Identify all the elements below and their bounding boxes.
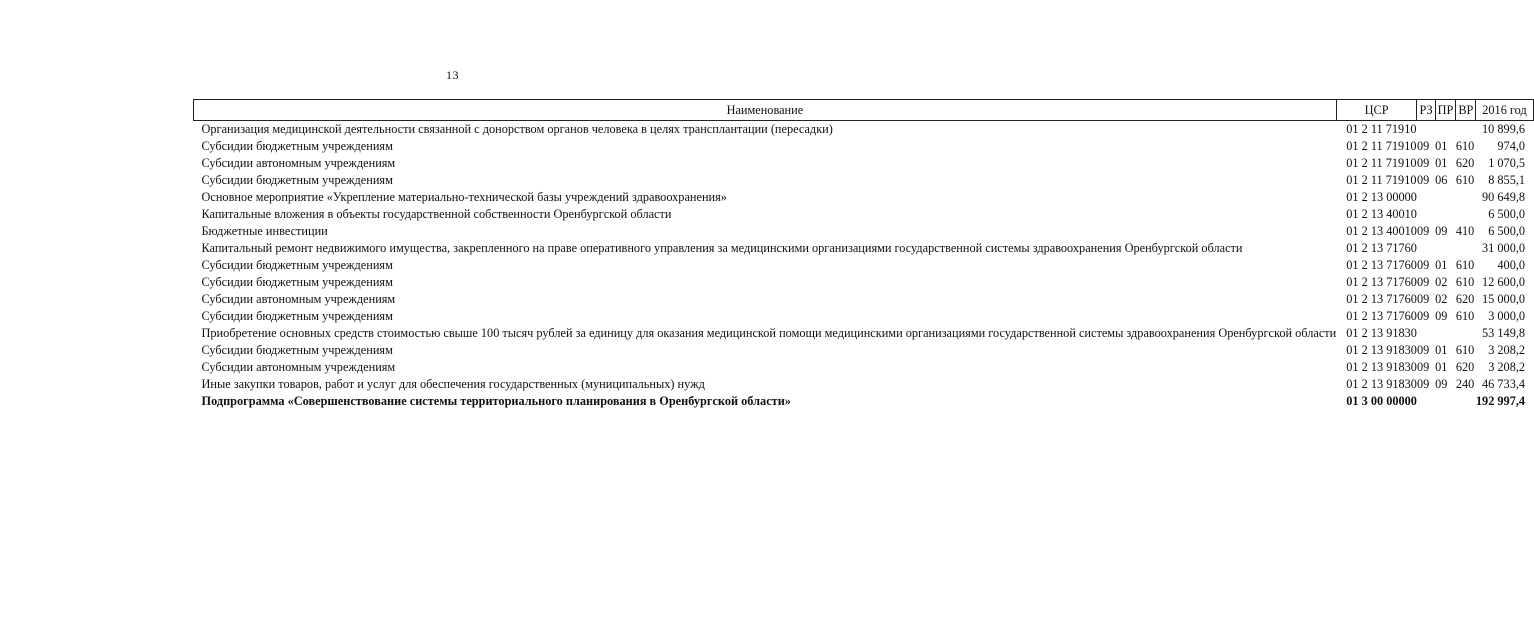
table-row xyxy=(194,308,1534,325)
row-pr-cell: 09 xyxy=(1435,377,1448,391)
row-pr-cell xyxy=(1435,325,1456,342)
row-rz-cell xyxy=(1417,393,1435,410)
row-year-cell: 10 899,6 xyxy=(1482,122,1526,136)
table-body xyxy=(194,121,1534,411)
row-pr-cell xyxy=(1435,121,1456,139)
row-pr-cell: 01 xyxy=(1435,139,1448,153)
row-pr-cell xyxy=(1435,393,1456,410)
row-rz-cell xyxy=(1417,325,1435,342)
row-csr-cell: 01 2 11 71910 xyxy=(1346,156,1417,170)
header-csr: ЦСР xyxy=(1336,100,1417,121)
row-csr-cell: 01 2 13 71760 xyxy=(1346,275,1417,289)
row-name-cell: Субсидии автономным учреждениям xyxy=(201,156,396,170)
row-pr-cell: 02 xyxy=(1435,275,1448,289)
row-csr-cell: 01 2 13 91830 xyxy=(1346,326,1417,340)
row-name-cell: Субсидии бюджетным учреждениям xyxy=(201,258,393,272)
row-rz-cell: 09 xyxy=(1416,156,1430,170)
row-name-cell: Субсидии бюджетным учреждениям xyxy=(201,173,393,187)
row-year-cell: 31 000,0 xyxy=(1482,241,1526,255)
row-csr-cell: 01 2 13 91830 xyxy=(1346,360,1417,374)
page-number: 13 xyxy=(446,68,459,82)
row-name-cell: Субсидии бюджетным учреждениям xyxy=(201,139,393,153)
table-header-row xyxy=(194,100,1534,121)
row-name-cell: Приобретение основных средств стоимостью свыше 100 тысяч рублей за единицу для оказания медицинской помощи медицинскими организациями государственной системы здравоохранения Оренбургской области xyxy=(201,326,1337,340)
row-rz-cell: 09 xyxy=(1416,275,1430,289)
row-name-cell: Капитальные вложения в объекты государственной собственности Оренбургской области xyxy=(201,207,672,221)
row-rz-cell: 09 xyxy=(1416,173,1430,187)
row-pr-cell: 01 xyxy=(1435,156,1448,170)
table-row xyxy=(194,325,1534,342)
table-row xyxy=(194,393,1534,410)
row-csr-cell: 01 2 13 91830 xyxy=(1346,377,1417,391)
row-name-cell: Субсидии бюджетным учреждениям xyxy=(201,275,393,289)
row-rz-cell: 09 xyxy=(1416,377,1430,391)
header-vr: ВР xyxy=(1456,100,1476,121)
table-row xyxy=(194,223,1534,240)
row-year-cell: 1 070,5 xyxy=(1488,156,1526,170)
row-rz-cell: 09 xyxy=(1416,360,1430,374)
row-year-cell: 12 600,0 xyxy=(1482,275,1526,289)
row-year-cell: 3 208,2 xyxy=(1488,343,1526,357)
table-row xyxy=(194,240,1534,257)
row-csr-cell: 01 2 13 40010 xyxy=(1346,224,1417,238)
table-row xyxy=(194,138,1534,155)
row-rz-cell xyxy=(1417,121,1435,139)
row-name-cell: Субсидии бюджетным учреждениям xyxy=(201,343,393,357)
row-pr-cell: 01 xyxy=(1435,258,1448,272)
row-rz-cell xyxy=(1417,240,1435,257)
row-rz-cell: 09 xyxy=(1416,309,1430,323)
row-vr-cell xyxy=(1456,240,1476,257)
row-csr-cell: 01 2 13 71760 xyxy=(1346,309,1417,323)
row-vr-cell: 610 xyxy=(1455,173,1475,187)
row-csr-cell: 01 3 00 00000 xyxy=(1346,394,1417,408)
row-name-cell: Организация медицинской деятельности связанной с донорством органов человека в целях трансплантации (пересадки) xyxy=(201,122,833,136)
row-pr-cell xyxy=(1435,240,1456,257)
row-csr-cell: 01 2 13 40010 xyxy=(1346,207,1417,221)
table-row xyxy=(194,376,1534,393)
row-pr-cell: 02 xyxy=(1435,292,1448,306)
table-row xyxy=(194,257,1534,274)
row-vr-cell xyxy=(1456,393,1476,410)
row-name-cell: Иные закупки товаров, работ и услуг для обеспечения государственных (муниципальных) нужд xyxy=(201,377,705,391)
row-year-cell: 6 500,0 xyxy=(1488,207,1526,221)
row-rz-cell xyxy=(1417,189,1435,206)
row-csr-cell: 01 2 13 71760 xyxy=(1346,241,1417,255)
row-year-cell: 46 733,4 xyxy=(1482,377,1526,391)
table-row xyxy=(194,172,1534,189)
row-pr-cell: 01 xyxy=(1435,343,1448,357)
row-csr-cell: 01 2 13 71760 xyxy=(1346,258,1417,272)
row-pr-cell: 06 xyxy=(1435,173,1448,187)
row-vr-cell: 610 xyxy=(1455,309,1475,323)
header-rz: РЗ xyxy=(1417,100,1435,121)
row-csr-cell: 01 2 11 71910 xyxy=(1346,122,1417,136)
row-name-cell: Капитальный ремонт недвижимого имущества, закрепленного на праве оперативного управления за медицинскими организациями государственной системы здравоохранения Оренбургской области xyxy=(201,241,1243,255)
row-vr-cell: 410 xyxy=(1455,224,1475,238)
row-vr-cell: 610 xyxy=(1455,275,1475,289)
row-pr-cell xyxy=(1435,206,1456,223)
table-row xyxy=(194,189,1534,206)
header-year: 2016 год xyxy=(1476,100,1533,121)
table-row xyxy=(194,342,1534,359)
row-csr-cell: 01 2 13 91830 xyxy=(1346,343,1417,357)
row-name-cell: Основное мероприятие «Укрепление материально-технической базы учреждений здравоохранения» xyxy=(201,190,727,204)
row-year-cell: 192 997,4 xyxy=(1475,394,1526,408)
row-vr-cell: 610 xyxy=(1455,139,1475,153)
row-year-cell: 15 000,0 xyxy=(1482,292,1526,306)
row-csr-cell: 01 2 13 71760 xyxy=(1346,292,1417,306)
row-vr-cell xyxy=(1456,121,1476,139)
row-pr-cell: 09 xyxy=(1435,309,1448,323)
row-vr-cell: 620 xyxy=(1455,156,1475,170)
row-name-cell: Субсидии бюджетным учреждениям xyxy=(201,309,393,323)
row-rz-cell: 09 xyxy=(1416,139,1430,153)
row-rz-cell xyxy=(1417,206,1435,223)
table-row xyxy=(194,359,1534,376)
row-rz-cell: 09 xyxy=(1416,292,1430,306)
row-year-cell: 6 500,0 xyxy=(1488,224,1526,238)
row-vr-cell: 620 xyxy=(1455,360,1475,374)
row-year-cell: 3 000,0 xyxy=(1488,309,1526,323)
row-vr-cell xyxy=(1456,325,1476,342)
header-name: Наименование xyxy=(194,100,1337,121)
row-vr-cell xyxy=(1456,206,1476,223)
row-pr-cell: 09 xyxy=(1435,224,1448,238)
row-rz-cell: 09 xyxy=(1416,258,1430,272)
row-name-cell: Бюджетные инвестиции xyxy=(201,224,328,238)
row-vr-cell: 240 xyxy=(1455,377,1475,391)
row-pr-cell xyxy=(1435,189,1456,206)
row-pr-cell: 01 xyxy=(1435,360,1448,374)
header-pr: ПР xyxy=(1435,100,1456,121)
row-year-cell: 3 208,2 xyxy=(1488,360,1526,374)
table-row xyxy=(194,291,1534,308)
row-name-cell: Субсидии автономным учреждениям xyxy=(201,292,396,306)
table-row xyxy=(194,121,1534,139)
table-row xyxy=(194,155,1534,172)
row-rz-cell: 09 xyxy=(1416,224,1430,238)
row-vr-cell xyxy=(1456,189,1476,206)
row-name-cell: Подпрограмма «Совершенствование системы территориального планирования в Оренбургской области» xyxy=(201,394,791,408)
row-vr-cell: 610 xyxy=(1455,258,1475,272)
row-csr-cell: 01 2 13 00000 xyxy=(1346,190,1417,204)
row-csr-cell: 01 2 11 71910 xyxy=(1346,139,1417,153)
row-year-cell: 90 649,8 xyxy=(1482,190,1526,204)
row-year-cell: 8 855,1 xyxy=(1488,173,1526,187)
row-rz-cell: 09 xyxy=(1416,343,1430,357)
row-csr-cell: 01 2 11 71910 xyxy=(1346,173,1417,187)
table-row xyxy=(194,206,1534,223)
row-name-cell: Субсидии автономным учреждениям xyxy=(201,360,396,374)
row-vr-cell: 620 xyxy=(1455,292,1475,306)
budget-table xyxy=(193,99,1534,410)
row-year-cell: 400,0 xyxy=(1497,258,1526,272)
table-row xyxy=(194,274,1534,291)
row-year-cell: 974,0 xyxy=(1497,139,1526,153)
row-vr-cell: 610 xyxy=(1455,343,1475,357)
row-year-cell: 53 149,8 xyxy=(1482,326,1526,340)
